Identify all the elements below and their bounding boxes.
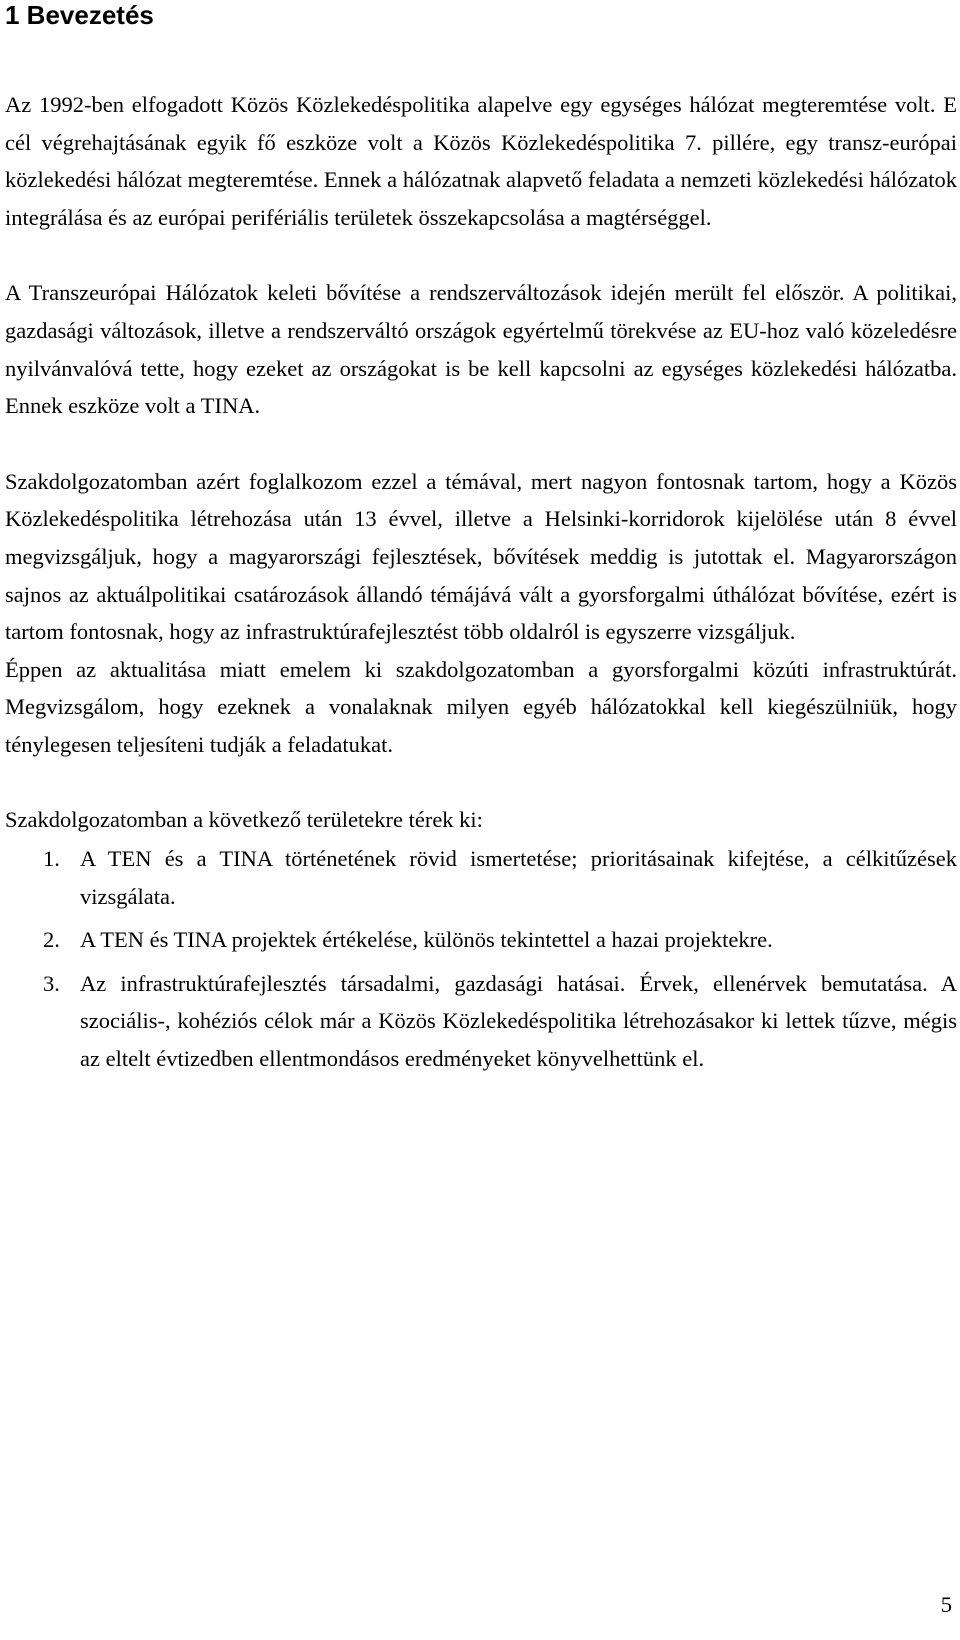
- page-number: 5: [940, 1592, 952, 1617]
- paragraph-intro: Az 1992-ben elfogadott Közös Közlekedéspolitika alapelve egy egységes hálózat megteremtése volt. E cél végrehajtásának egyik fő eszköze volt a Közös Közlekedéspolitika 7. pillére, egy transz-európai közlekedési hálózat megteremtése. Ennek a hálózatnak alapvető feladata a nemzeti közlekedési hálózatok integrálása és az európai perifériális területek összekapcsolása a magtérséggel.: [5, 92, 957, 230]
- paragraph-focus: Éppen az aktualitása miatt emelem ki szakdolgozatomban a gyorsforgalmi közúti infrastruktúrát. Megvizsgálom, hogy ezeknek a vonalaknak milyen egyéb hálózatokkal kell kiegészülniük, hogy ténylegesen teljesíteni tudják a feladatukat.: [5, 656, 957, 757]
- document-page: [5, 0, 957, 1084]
- paragraph-ten-expansion: A Transzeurópai Hálózatok keleti bővítése a rendszerváltozások idején merült fel először. A politikai, gazdasági változások, illetve a rendszerváltó országok egyértelmű törekvése az EU-hoz való közeledésre nyilvánvalóvá tette, hogy ezeket az országokat is be kell kapcsolni az egységes közlekedési hálózatba. Ennek eszköze volt a TINA.: [5, 280, 957, 419]
- list-item-text: Az infrastruktúrafejlesztés társadalmi, gazdasági hatásai. Érvek, ellenérvek bemutatása. A szociális-, kohéziós célok már a Közös Közlekedéspolitika létrehozásakor ki lettek tűzve, mégis az eltelt évtizedben ellentmondásos eredményeket könyvelhettünk el.: [80, 970, 957, 1072]
- list-item: [5, 921, 957, 959]
- topics-list: [5, 840, 957, 1078]
- list-item-number: 2.: [43, 927, 60, 953]
- list-item-text: A TEN és TINA projektek értékelése, különös tekintettel a hazai projektekre.: [80, 927, 773, 953]
- list-item-number: 1.: [43, 846, 60, 872]
- list-item-text: A TEN és a TINA történetének rövid ismertetése; prioritásainak kifejtése, a célkitűzések vizsgálata.: [80, 846, 957, 909]
- paragraph-list-intro: Szakdolgozatomban a következő területekre térek ki:: [5, 806, 483, 832]
- list-item: [5, 965, 957, 1078]
- list-item-number: 3.: [43, 970, 60, 996]
- list-item: [5, 840, 957, 915]
- section-heading: 1 Bevezetés: [5, 0, 154, 30]
- paragraph-motivation: Szakdolgozatomban azért foglalkozom ezzel a témával, mert nagyon fontosnak tartom, hogy a Közös Közlekedéspolitika létrehozása után 13 évvel, illetve a Helsinki-korridorok kijelölése után 8 évvel megvizsgáljuk, hogy a magyarországi fejlesztések, bővítések meddig is jutottak el. Magyarországon sajnos az aktuálpolitikai csatározások állandó témájává vált a gyorsforgalmi úthálózat bővítése, ezért is tartom fontosnak, hogy az infrastruktúrafejlesztést több oldalról is egyszerre vizsgáljuk.: [5, 468, 957, 645]
